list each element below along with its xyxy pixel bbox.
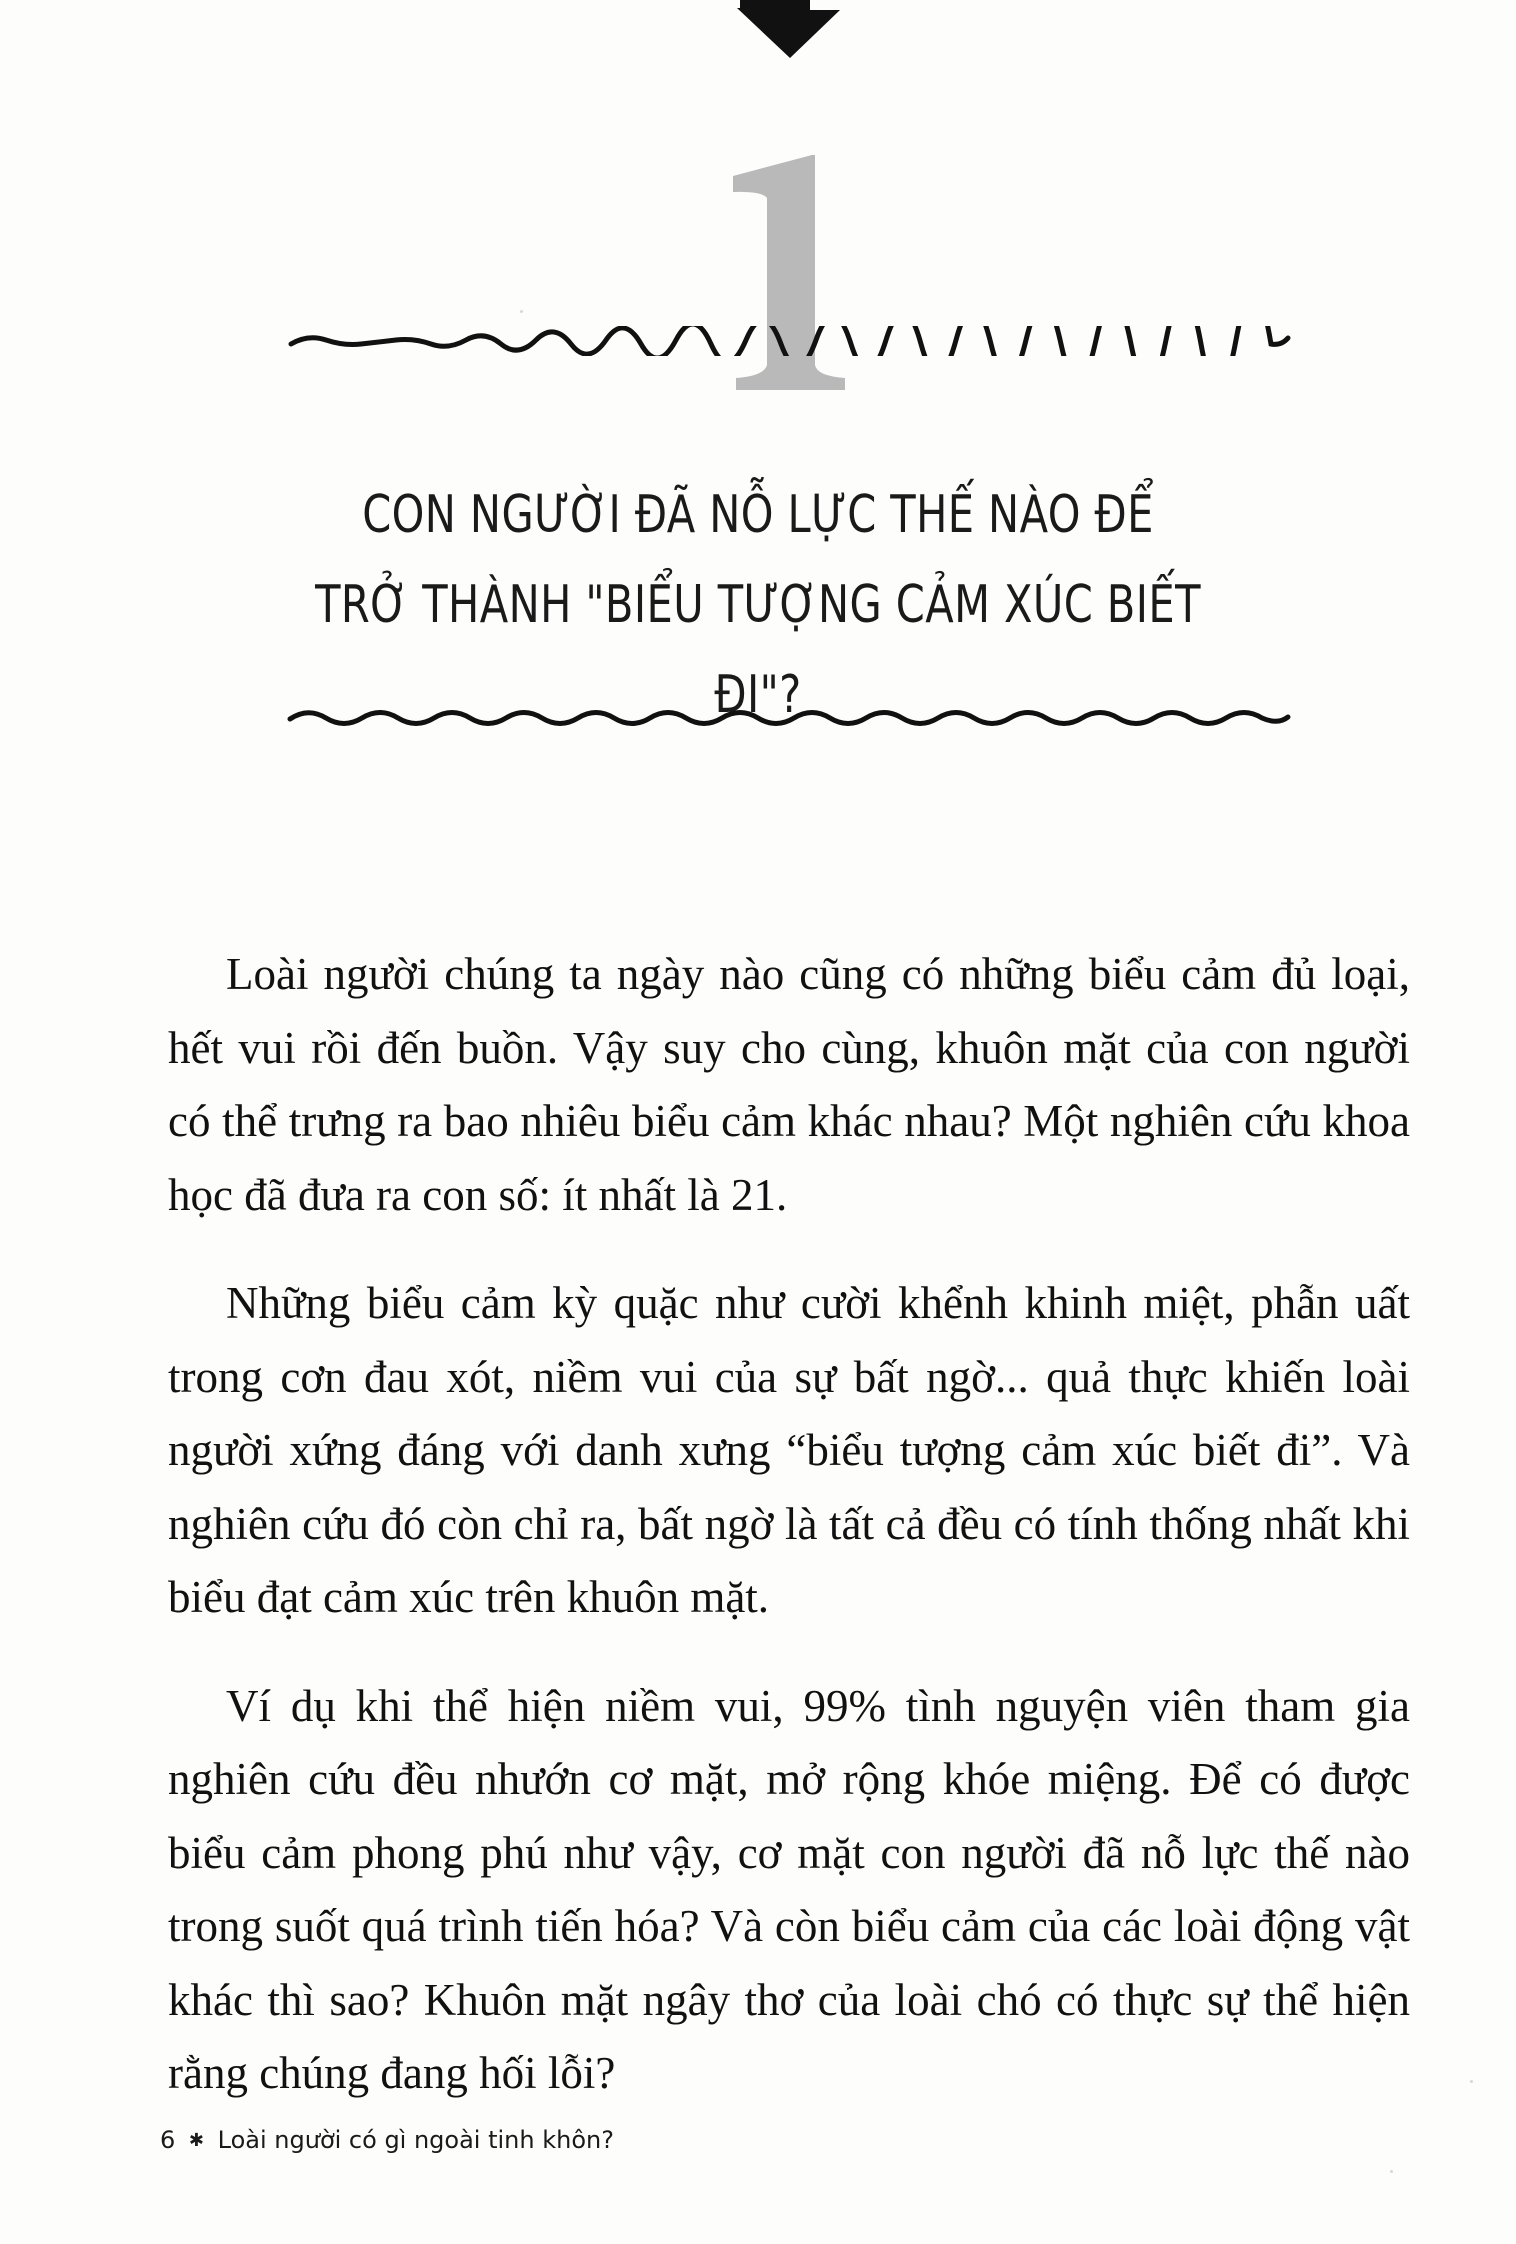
paragraph: Loài người chúng ta ngày nào cũng có những biểu cảm đủ loại, hết vui rồi đến buồn. Vậy suy cho cùng, khuôn mặt của con người có thể trưng ra bao nhiêu biểu cảm khác nhau? Một nghiên cứu khoa học đã đưa ra con số: ít nhất là 21. (168, 949, 1410, 1220)
chapter-number-glyph (700, 140, 880, 400)
chapter-title-line-1: CON NGƯỜI ĐÃ NỖ LỰC THẾ NÀO ĐỂ (362, 485, 1154, 545)
chapter-title (312, 470, 1205, 740)
paragraph: Ví dụ khi thể hiện niềm vui, 99% tình nguyện viên tham gia nghiên cứu đều nhướn cơ mặt, mở rộng khóe miệng. Để có được biểu cảm phong phú như vậy, cơ mặt con người đã nỗ lực thế nào trong suốt quá trình tiến hóa? Và còn biểu cảm của các loài động vật khác thì sao? Khuôn mặt ngây thơ của loài chó có thực sự thể hiện rằng chúng đang hối lỗi? (168, 1680, 1410, 2098)
chapter-number (700, 140, 880, 400)
scan-speck (1390, 2170, 1393, 2173)
scan-speck (1470, 2080, 1473, 2083)
down-arrow-icon (730, 0, 850, 62)
wavy-divider-bottom (286, 703, 1296, 733)
paragraph: Những biểu cảm kỳ quặc như cười khểnh khinh miệt, phẫn uất trong cơn đau xót, niềm vui của sự bất ngờ... quả thực khiến loài người xứng đáng với danh xưng “biểu tượng cảm xúc biết đi”. Và nghiên cứu đó còn chỉ ra, bất ngờ là tất cả đều có tính thống nhất khi biểu đạt cảm xúc trên khuôn mặt. (168, 1278, 1410, 1622)
chapter-title-line-2: TRỞ THÀNH "BIỂU TƯỢNG CẢM XÚC BIẾT ĐI"? (315, 575, 1201, 725)
running-book-title: Loài người có gì ngoài tinh khôn? (217, 2126, 614, 2154)
page-number: 6 (160, 2126, 176, 2154)
scan-speck (520, 310, 523, 313)
body-text (168, 938, 1410, 2146)
wavy-divider-top (286, 326, 1296, 356)
page-footer (160, 2126, 614, 2154)
asterisk-separator-icon: ✱ (188, 2130, 205, 2151)
